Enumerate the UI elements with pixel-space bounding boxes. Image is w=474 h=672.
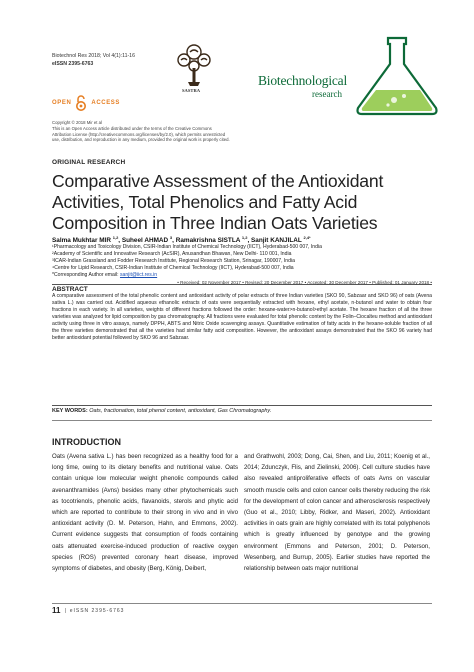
affiliation-item: ³ICAR-Indian Grassland and Fodder Research Institute, Regional Research Station, Srinagar, 190007, India [52, 257, 295, 264]
open-access-label-left: OPEN [52, 100, 72, 106]
intro-column-left: Oats (Avena sativa L.) has been recognized as a healthy food for a long time, owing to its dietary benefits and nutritional value. Oats contain unique low molecular weight phenolic compounds called avenanthramides (Avns) besides many other phytochemicals such as tocotrienols, phenolic acids, flavanoids, sterols and phytic acid which are reported to contribute to their strong in vivo and in vivo antioxidant activity (D. M. Peterson, Hahn, and Emmons, 2002). Current evidence suggests that consumption of foods containing oats attenuated exercise-induced production of reactive oxygen species (ROS) prevented coronary heart disease, improved symptoms of diabetes, and obesity (Berg, König, Deibert, [52, 453, 238, 573]
corresponding-author [52, 272, 432, 279]
author-name: Ramakrishna SISTLA [175, 237, 241, 245]
corresponding-label: *Corresponding Author email: [52, 271, 119, 278]
author-affil-sup: 1,2 [241, 235, 248, 240]
journal-issn: eISSN 2395-6763 [52, 61, 94, 67]
keywords-label: KEY WORDS: [52, 408, 88, 414]
copyright-line: Copyright © 2018 Mir et al [52, 120, 102, 125]
affiliation-item: ⁴Centre for Lipid Research, CSIR-Indian Institute of Chemical Technology (IICT), Hyderabad-500 007, India [52, 264, 294, 271]
sastra-label: SASTRA [182, 88, 201, 93]
keywords-line [52, 408, 271, 414]
keywords-text: Oats, fractionation, total phenol content, antioxidant, Gas Chromatography. [89, 408, 272, 414]
sastra-tree-logo [172, 38, 216, 94]
footer-rule [52, 603, 432, 604]
open-lock-icon [75, 95, 87, 111]
abstract-text: A comparative assessment of the total phenolic content and antioxidant activity of polar extracts of three Indian varieties (SKO 90, Sabzaar and SKO 96) of oats (Avena sativa L.) was carried out. Acidified aqueous ethanolic extracts of oats were sequentially extracted with hexane, ethyl acetate, n-butanol and water to obtain four fractions in each variety. In all varieties, weights of different fractions followed the order: hexane-water>n-butanol>ethyl acetate. The hexane fraction of all the three varieties was analyzed for lipid composition by gas chromatography. All fractions were evaluated for total phenolic content by the Folin–Ciocalteu method and antioxidant activity using three in vitro assays, namely DPPH, ABTS and Nitric Oxide scavenging assays. Quantitative estimation of fatty acids in the hexane-soluble fraction of all the three varieties demonstrated that all the varieties had similar fatty acid composition. However, the antioxidant assays demonstrated that the SKO 96 variety had better antioxidant potential followed by SKO 96 and Sabzaar. [52, 293, 432, 341]
license-text: This is an Open Access article distributed under the terms of the Creative Commons Attribution License (http://creativecommons.org/licenses/by/2.0), which permits unrestricted use, distribution, and reproduction in any medium, provided the original work is properly cited. [52, 125, 230, 143]
journal-citation: Biotechnol Res 2018; Vol 4(1):11-16 [52, 53, 135, 59]
author-name: Sanjit KANJILAL [251, 237, 302, 245]
corresponding-email-link[interactable]: sanjit@iict.res.in [119, 271, 158, 278]
open-access-badge [52, 95, 120, 111]
keywords-bottom-rule [52, 420, 432, 421]
author-affil-sup: 3 [169, 235, 173, 240]
affiliation-item: ¹Pharmacology and Toxicology Division, CSIR-Indian Institute of Chemical Technology (IICT), Hyderabad-500 007, India [52, 244, 322, 250]
brand-subtitle: research [312, 89, 342, 99]
abstract-heading: ABSTRACT [52, 286, 88, 293]
copyright-notice [52, 120, 232, 143]
introduction-heading: INTRODUCTION [52, 437, 121, 447]
affiliation-item: ²Academy of Scientific and Innovative Research (AcSIR), Anusandhan Bhawan, New Delhi- 110 001, India [52, 250, 292, 257]
open-access-label-right: ACCESS [91, 100, 121, 106]
section-label: ORIGINAL RESEARCH [52, 159, 126, 166]
intro-column-right: and Grathwohl, 2003; Dong, Cai, Shen, and Liu, 2011; Koenig et al., 2014; Zdunczyk, Flis, and Zielinski, 2006). Cell culture studies have also revealed antiproliferative effects of oats Avns on vascular smooth muscle cells and colon cancer cells thereby reducing the risk for the development of colon cancer and atherosclerosis respectively (Guo et al., 2010; Libby, Ridker, and Maseri, 2002). Antioxidant activities in oats grain are highly correlated with its total polyphenols which is greatly influenced by genotype and the growing environment (Emmons and Peterson, 2001; D. Peterson, Wesenberg, and Burrup, 2005). Earlier studies have reported the relationship between oats major nutritional [244, 453, 430, 573]
author-list: Salma Mukhtar MIR $^{1,2}$, Suheel AHMAD $^3$, Ramakrishna SISTLA $^{1,2}$, Sanjit KANJILAL $^{2,4*}$ [52, 235, 311, 245]
journal-info [52, 52, 135, 68]
author-name: Salma Mukhtar MIR [52, 237, 111, 245]
page-number: 11 [52, 606, 61, 615]
author-affil-sup: 2,4* [303, 235, 311, 240]
affiliations [52, 244, 432, 279]
author-affil-sup: 1,2 [112, 235, 119, 240]
author-name: Suheel AHMAD [121, 237, 169, 245]
brand-title: Biotechnological [258, 73, 348, 88]
flask-logo [348, 34, 448, 116]
keywords-top-rule [52, 405, 432, 406]
article-title: Comparative Assessment of the Antioxidant Activities, Total Phenolics and Fatty Acid Composition in Three Indian Oats Varieties [52, 171, 384, 233]
footer-issn: | eISSN 2395-6763 [65, 608, 125, 614]
publication-dates: • Received: 02 November 2017 • Revised: 20 December 2017 • Accepted: 30 December 2017 • Published: 01 January 2018 • [177, 280, 432, 285]
